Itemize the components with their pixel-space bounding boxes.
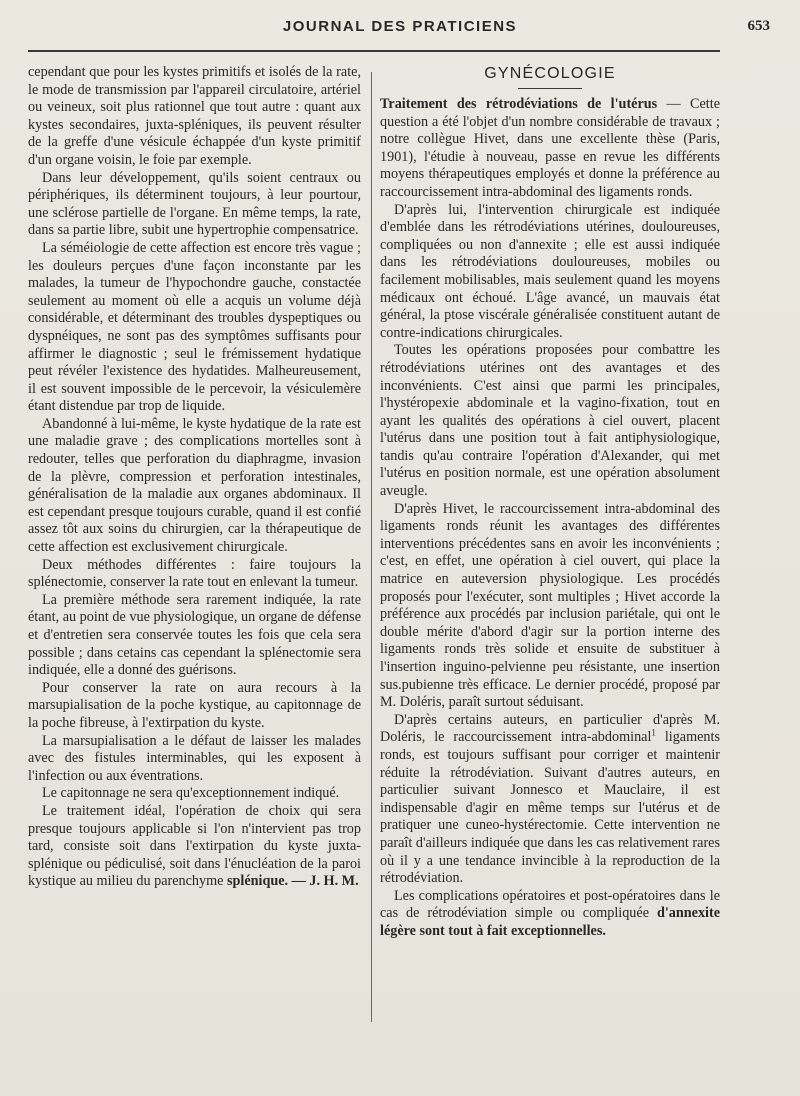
footnote-mark: 1 [651, 727, 656, 738]
paragraph [380, 712, 720, 888]
column-divider [371, 72, 372, 1022]
paragraph: D'après lui, l'intervention chirurgicale est indiquée d'emblée dans les rétrodéviations utérines, douloureuses, compliquées ou non d'annexite ; elle est aussi indiquée dans les rétrodéviations douloureuses, mobiles ou facilement mobilisables, mais seulement quand les moyens médicaux ont échoué. L'âge avancé, un mauvais état général, la ptose viscérale généralisée constituent autant de contre-indications chirurgicales. [380, 201, 720, 341]
paragraph-text: D'après certains auteurs, en particulier d'après M. Doléris, le raccourcissement intra-abdominal [380, 711, 720, 746]
paragraph: Dans leur développement, qu'ils soient centraux ou périphériques, ils déterminent toujours, à leur pourtour, une sclérose partielle de l'organe. En même temps, la rate, dans sa partie libre, subit une hypertrophie compensatrice. [28, 169, 361, 239]
paragraph: cependant que pour les kystes primitifs et isolés de la rate, le mode de transmission par l'appareil circulatoire, artériel ou veineux, soit plus rationnel que tout autre : quant aux kystes secondaires, juxta-spléniques, ils peuvent résulter de la greffe d'une vésicule échappée d'un kyste primitif d'un organe voisin, le foie par exemple. [28, 64, 361, 168]
section-rule [518, 88, 582, 89]
paragraph: La marsupialisation a le défaut de laisser les malades avec des fistules interminables, qui les exposent à l'infection ou aux éventrations. [28, 732, 361, 784]
paragraph [380, 888, 720, 941]
paragraph [380, 96, 720, 202]
paragraph: Le capitonnage ne sera qu'exceptionnement indiqué. [42, 785, 340, 802]
paragraph-text: ligaments ronds, est toujours suffisant pour corriger et maintenir réduite la rétrodéviation. Suivant d'autres auteurs, en particulier suivant Jonnesco et Mauclaire, il est indispensable d'agir en même temps sur l'utérus et de pratiquer une cuneo-hystérectomie. Cette intervention ne paraît d'ailleurs indiquée que dans les cas relativement rares où il y a une tendance invincible à la reproduction de la rétrodéviation. [380, 729, 720, 887]
paragraph-text: — Cette question a été l'objet d'un nombre considérable de travaux ; notre collègue Hivet, dans une excellente thèse (Paris, 1901), l'étudie à nouveau, passe en revue les différents moyens thérapeutiques employés et donne la préférence au raccourcissement intra-abdominal des ligaments ronds. [380, 96, 720, 200]
paragraph: La séméiologie de cette affection est encore très vague ; les douleurs perçues d'une façon inconstante par les malades, la tumeur de l'hypochondre gauche, constactée seulement au moment où elle a acquis un volume déjà considérable, et déterminant des troubles dyspeptiques ou dyspnéiques, ne sont pas des symptômes suffisants pour affirmer le diagnostic ; seul le frémissement hydatique peut révéler l'existence des hydatides. Malheureusement, il est souvent impossible de le percevoir, la vésiculemère étant distendue par trop de liquide. [28, 239, 361, 415]
left-column [28, 64, 361, 891]
bold-text: d'annexite légère sont tout à fait exceptionnelles. [380, 905, 721, 939]
header-rule [28, 50, 720, 52]
paragraph: Deux méthodes différentes : faire toujours la splénectomie, conserver la rate tout en enlevant la tumeur. [28, 556, 361, 591]
journal-title: JOURNAL DES PRATICIENS [282, 18, 518, 35]
paragraph-text: Les complications opératoires et post-opératoires dans le cas de rétrodéviation simple ou compliquée [380, 887, 720, 922]
article-title: Traitement des rétrodéviations de l'utérus [380, 96, 658, 112]
paragraph: D'après Hivet, le raccourcissement intra-abdominal des ligaments ronds réunit les avantages des différentes interventions précédentes sans en avoir les inconvénients ; c'est, en effet, une opération à ciel ouvert, qui place la matrice en auteversion physiologique. Les procédés proposés pour l'exécuter, sont multiples ; Hivet accorde la préférence aux procédés par inclusion pariétale, qui ont le double mérite d'abord d'agir sur la portion interne des ligaments ronds très solide et ensuite de substituer à l'insertion inguino-pelvienne peu résistante, une insertion sus.pubienne très efficace. Le dernier procédé, proposé par M. Doléris, paraît surtout séduisant. [380, 500, 720, 711]
running-head [30, 18, 770, 42]
right-column [380, 64, 720, 941]
paragraph: Pour conserver la rate on aura recours à la marsupialisation de la poche kystique, au capitonnage de la poche fibreuse, à l'extirpation du kyste. [28, 679, 361, 731]
paragraph: La première méthode sera rarement indiquée, la rate étant, au point de vue physiologique, un organe de défense et d'entretien sera conservée toutes les fois que cela sera possible ; dans cetains cas cependant la splénectomie sera indiquée, elle a donné des guérisons. [28, 591, 361, 679]
page-number: 653 [747, 18, 770, 34]
paragraph [28, 803, 361, 891]
paragraph: Abandonné à lui-même, le kyste hydatique de la rate est une maladie grave ; des complications mortelles sont à redouter, telles que perforation du diaphragme, invasion de la plèvre, compression et perforation intestinales, généralisation de la maladie aux organes abdominaux. Il est cependant presque toujours curable, quand il est confié assez tôt aux soins du chirurgien, car la thérapeutique de cette affection est exclusivement chirurgicale. [28, 415, 361, 556]
paragraph: Toutes les opérations proposées pour combattre les rétrodéviations utérines ont des avantages et des inconvénients. C'est ainsi que parmi les principales, l'hystéropexie abdominale et la vagino-fixation, tout en ayant les qualités des opérations à ciel ouvert, placent l'utérus dans une position tout à fait antiphysiologique, tandis qu'au contraire l'opération d'Alexander, qui met l'utérus en position normale, est une opération absolument aveugle. [380, 342, 720, 500]
paragraph-text: Le traitement idéal, l'opération de choix qui sera presque toujours applicable si l'on n'intervient pas trop tard, consiste soit dans l'extirpation du kyste juxta-splénique ou pédiculisé, soit dans l'énucléation de la paroi kystique au milieu du parenchyme [28, 802, 361, 890]
section-heading: GYNÉCOLOGIE [484, 65, 616, 82]
article-signature: splénique. — J. H. M. [226, 873, 359, 890]
